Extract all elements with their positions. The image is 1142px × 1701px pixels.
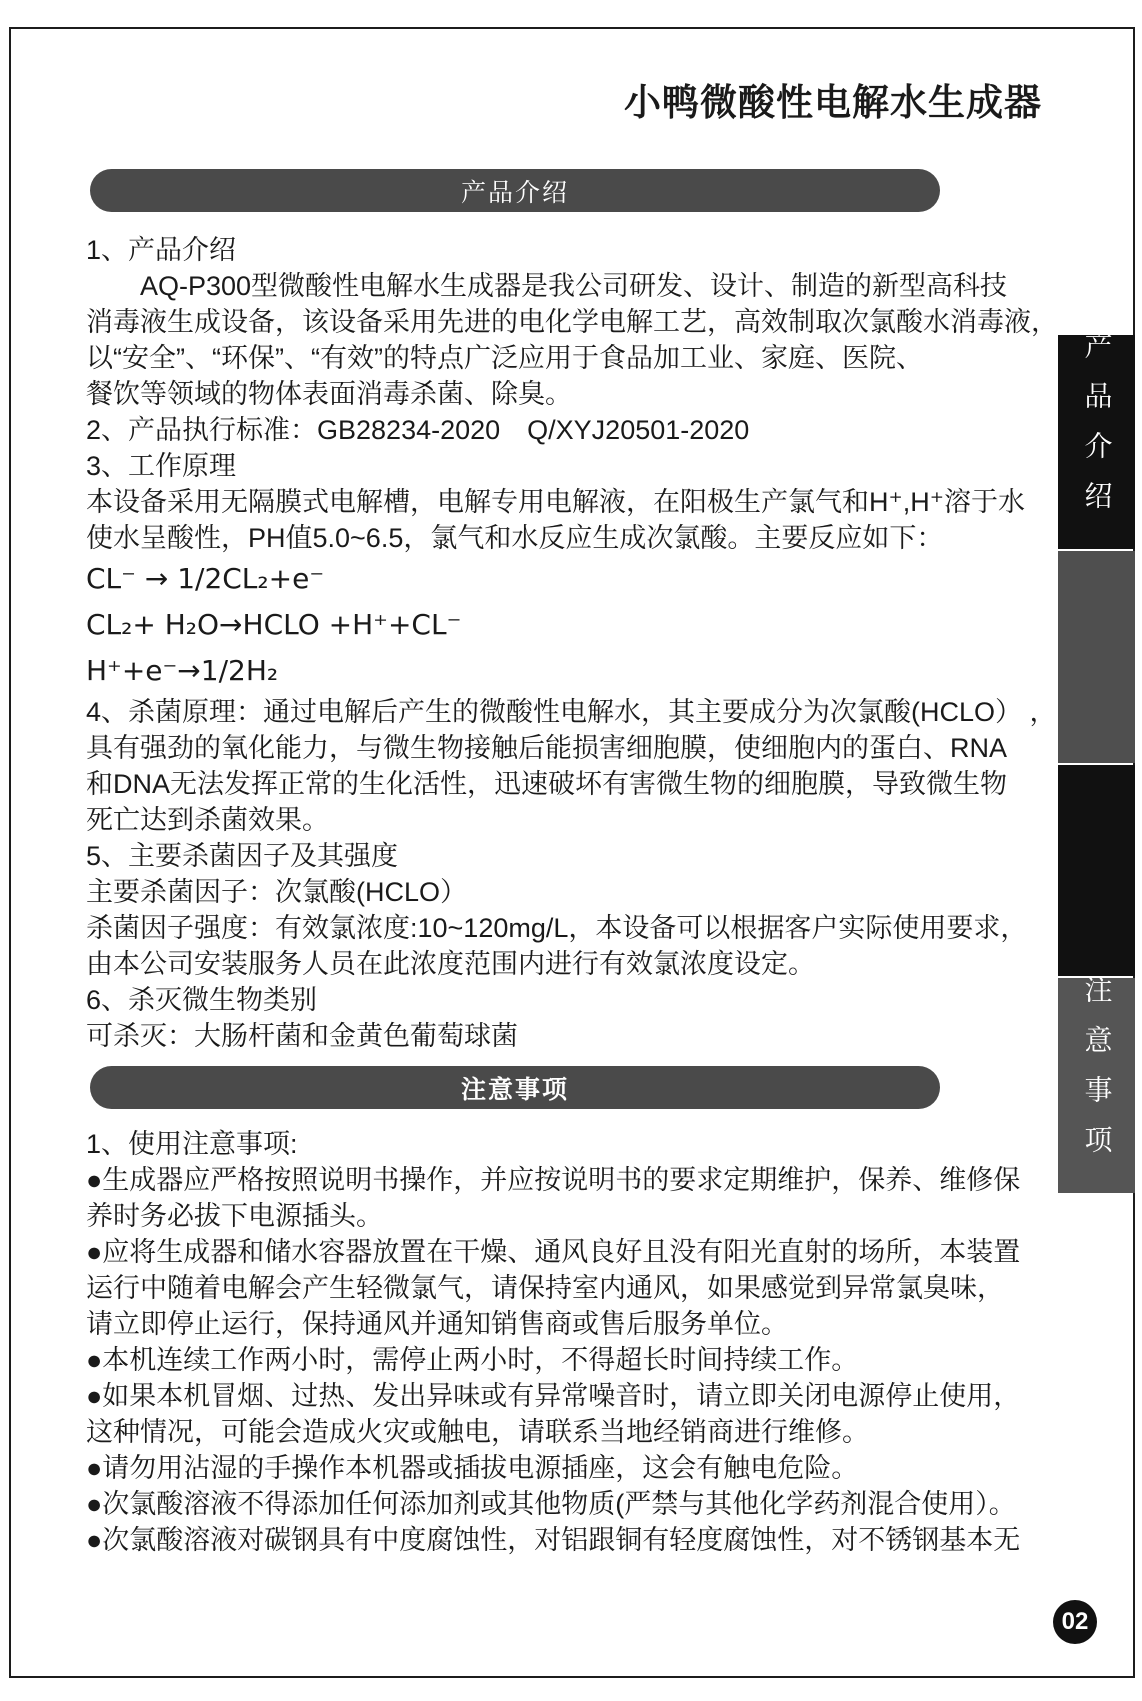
section-precautions [86, 1126, 1044, 1558]
bullet-line: ●次氯酸溶液不得添加任何添加剂或其他物质(严禁与其他化学药剂混合使用）。 [86, 1489, 1016, 1519]
sidebar-block-gray [1058, 551, 1135, 763]
text-line: 消毒液生成设备，该设备采用先进的电化学电解工艺，高效制取次氯酸水消毒液， [86, 307, 1058, 337]
section-product-intro [86, 232, 1058, 1054]
text-line: 由本公司安装服务人员在此浓度范围内进行有效氯浓度设定。 [86, 949, 815, 979]
text-line: 4、杀菌原理：通过电解后产生的微酸性电解水，其主要成分为次氯酸(HCLO） ， [86, 697, 1057, 727]
bullet-line: ●应将生成器和储水容器放置在干燥、通风良好且没有阳光直射的场所，本装置 [86, 1237, 1021, 1267]
document-title: 小鸭微酸性电解水生成器 [624, 82, 1042, 123]
bullet-line: ●生成器应严格按照说明书操作，并应按说明书的要求定期维护，保养、维修保 [86, 1165, 1021, 1195]
text-line: 养时务必拔下电源插头。 [86, 1201, 383, 1231]
page-number-badge [1053, 1600, 1097, 1644]
text-line: 主要杀菌因子：次氯酸(HCLO） [86, 877, 468, 907]
chemical-equation: CL⁻ → 1/2CL₂+e⁻ [86, 562, 325, 595]
sidebar-tab-label: 产品介绍 [1081, 331, 1113, 531]
text-line: 运行中随着电解会产生轻微氯气，请保持室内通风，如果感觉到异常氯臭味， [86, 1273, 1004, 1303]
sidebar-tab-product-intro [1058, 331, 1135, 549]
page-number: 02 [1061, 1608, 1089, 1635]
section-banner-precautions [90, 1066, 940, 1109]
text-line: 死亡达到杀菌效果。 [86, 805, 329, 835]
text-line: 本设备采用无隔膜式电解槽，电解专用电解液，在阳极生产氯气和H⁺,H⁺溶于水 [86, 487, 1025, 517]
text-line: 杀菌因子强度：有效氯浓度:10~120mg/L，本设备可以根据客户实际使用要求， [86, 913, 1028, 943]
text-line: 2、产品执行标准：GB28234-2020 Q/XYJ20501-2020 [86, 415, 750, 445]
bullet-line: ●本机连续工作两小时，需停止两小时，不得超长时间持续工作。 [86, 1345, 859, 1375]
text-line: 1、使用注意事项: [86, 1129, 298, 1159]
text-line: 可杀灭：大肠杆菌和金黄色葡萄球菌 [86, 1021, 518, 1051]
bullet-line: ●请勿用沾湿的手操作本机器或插拔电源插座，这会有触电危险。 [86, 1453, 859, 1483]
text-line: 3、工作原理 [86, 451, 237, 481]
section-banner-product-intro [90, 169, 940, 212]
text-line: 以“安全”、“环保”、“有效”的特点广泛应用于食品加工业、家庭、医院、 [86, 343, 923, 373]
text-line: 具有强劲的氧化能力，与微生物接触后能损害细胞膜，使细胞内的蛋白、RNA [86, 733, 1008, 763]
chemical-equation: H⁺+e⁻→1/2H₂ [86, 654, 279, 687]
text-line: AQ-P300型微酸性电解水生成器是我公司研发、设计、制造的新型高科技 [86, 271, 1008, 301]
bullet-line: ●如果本机冒烟、过热、发出异味或有异常噪音时，请立即关闭电源停止使用， [86, 1381, 1021, 1411]
text-line: 1、产品介绍 [86, 235, 237, 265]
sidebar-block-dark [1058, 765, 1135, 976]
text-line: 使水呈酸性，PH值5.0~6.5，氯气和水反应生成次氯酸。主要反应如下： [86, 523, 944, 553]
text-line: 5、主要杀菌因子及其强度 [86, 841, 399, 871]
sidebar-tab-precautions [1058, 974, 1135, 1193]
section-banner-label: 注意事项 [460, 1075, 569, 1104]
section-banner-label: 产品介绍 [460, 178, 569, 207]
chemical-equation: CL₂+ H₂O→HCLO +H⁺+CL⁻ [86, 608, 462, 641]
text-line: 请立即停止运行，保持通风并通知销售商或售后服务单位。 [86, 1309, 788, 1339]
text-line: 和DNA无法发挥正常的生化活性，迅速破坏有害微生物的细胞膜，导致微生物 [86, 769, 1008, 799]
bullet-line: ●次氯酸溶液对碳钢具有中度腐蚀性，对铝跟铜有轻度腐蚀性，对不锈钢基本无 [86, 1525, 1021, 1555]
sidebar-tab-label: 注意事项 [1081, 974, 1113, 1175]
text-line: 餐饮等领域的物体表面消毒杀菌、除臭。 [86, 379, 572, 409]
text-line: 6、杀灭微生物类别 [86, 985, 318, 1015]
text-line: 这种情况，可能会造成火灾或触电，请联系当地经销商进行维修。 [86, 1417, 869, 1447]
